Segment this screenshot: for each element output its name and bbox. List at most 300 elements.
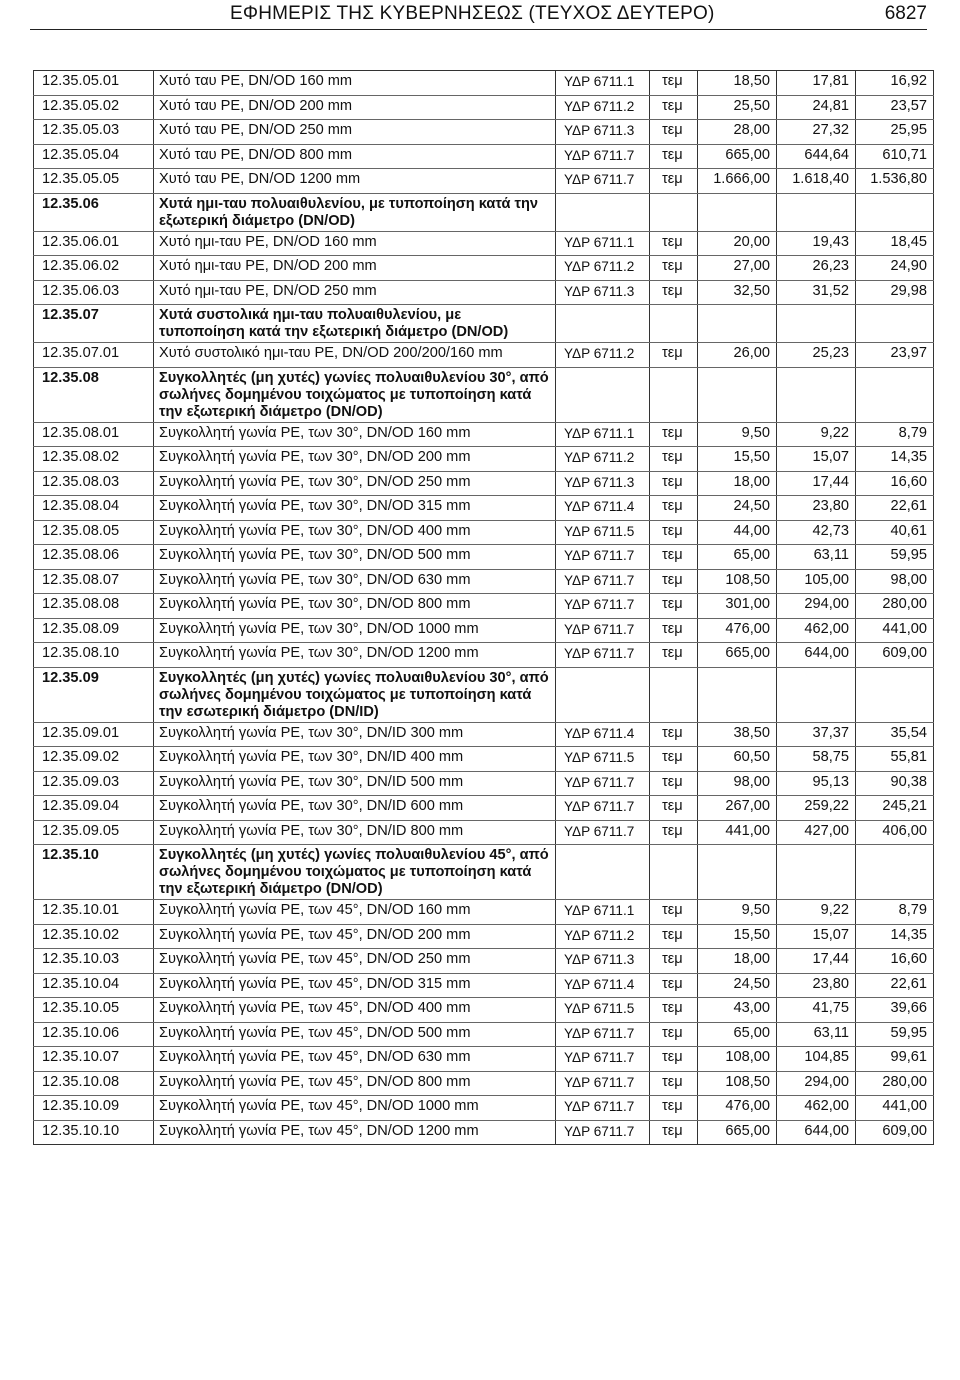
item-unit: τεμ	[650, 545, 698, 570]
item-description: Χυτό ημι-ταυ PE, DN/OD 250 mm	[154, 280, 556, 305]
item-reference: ΥΔΡ 6711.1	[556, 422, 650, 447]
table-row	[34, 594, 934, 619]
item-description: Χυτό ημι-ταυ PE, DN/OD 200 mm	[154, 256, 556, 281]
item-code: 12.35.10.06	[34, 1022, 154, 1047]
empty-cell	[698, 305, 777, 343]
table-row	[34, 1096, 934, 1121]
item-reference: ΥΔΡ 6711.4	[556, 722, 650, 747]
item-code: 12.35.05.02	[34, 95, 154, 120]
price-2: 26,23	[777, 256, 856, 281]
empty-cell	[698, 193, 777, 231]
table-row	[34, 973, 934, 998]
price-2: 104,85	[777, 1047, 856, 1072]
item-unit: τεμ	[650, 520, 698, 545]
item-code: 12.35.10.01	[34, 900, 154, 925]
price-3: 55,81	[856, 747, 934, 772]
item-reference: ΥΔΡ 6711.1	[556, 231, 650, 256]
item-description: Συγκολλητές (μη χυτές) γωνίες πολυαιθυλενίου 45°, από σωλήνες δομημένου τοιχώματος με τυποποίηση κατά την εξωτερική διάμετρο (DN/OD)	[154, 845, 556, 900]
item-reference: ΥΔΡ 6711.3	[556, 280, 650, 305]
table-group-row	[34, 845, 934, 900]
item-unit: τεμ	[650, 144, 698, 169]
item-description: Συγκολλητή γωνία PE, των 45°, DN/OD 160 mm	[154, 900, 556, 925]
item-reference: ΥΔΡ 6711.3	[556, 471, 650, 496]
item-code: 12.35.06.02	[34, 256, 154, 281]
item-description: Συγκολλητή γωνία PE, των 45°, DN/OD 630 mm	[154, 1047, 556, 1072]
item-reference: ΥΔΡ 6711.7	[556, 144, 650, 169]
price-2: 41,75	[777, 998, 856, 1023]
table-row	[34, 496, 934, 521]
item-unit: τεμ	[650, 618, 698, 643]
price-3: 35,54	[856, 722, 934, 747]
price-2: 27,32	[777, 120, 856, 145]
table-row	[34, 747, 934, 772]
item-code: 12.35.08.03	[34, 471, 154, 496]
item-description: Συγκολλητές (μη χυτές) γωνίες πολυαιθυλενίου 30°, από σωλήνες δομημένου τοιχώματος με τυποποίηση κατά την εσωτερική διάμετρο (DN/ID)	[154, 667, 556, 722]
price-2: 58,75	[777, 747, 856, 772]
table-row	[34, 949, 934, 974]
item-unit: τεμ	[650, 1022, 698, 1047]
item-unit: τεμ	[650, 422, 698, 447]
item-code: 12.35.05.05	[34, 169, 154, 194]
price-1: 98,00	[698, 771, 777, 796]
table-row	[34, 447, 934, 472]
table-row	[34, 545, 934, 570]
item-unit: τεμ	[650, 1071, 698, 1096]
price-1: 26,00	[698, 343, 777, 368]
page-header	[0, 0, 960, 28]
item-description: Συγκολλητή γωνία PE, των 30°, DN/OD 315 mm	[154, 496, 556, 521]
item-description: Συγκολλητές (μη χυτές) γωνίες πολυαιθυλενίου 30°, από σωλήνες δομημένου τοιχώματος με τυποποίηση κατά την εξωτερική διάμετρο (DN/OD)	[154, 367, 556, 422]
price-2: 24,81	[777, 95, 856, 120]
item-reference: ΥΔΡ 6711.7	[556, 1096, 650, 1121]
price-2: 17,81	[777, 71, 856, 96]
price-2: 462,00	[777, 1096, 856, 1121]
table-group-row	[34, 667, 934, 722]
price-1: 38,50	[698, 722, 777, 747]
item-reference: ΥΔΡ 6711.7	[556, 796, 650, 821]
price-2: 23,80	[777, 973, 856, 998]
item-reference: ΥΔΡ 6711.2	[556, 95, 650, 120]
item-unit: τεμ	[650, 496, 698, 521]
item-code: 12.35.05.01	[34, 71, 154, 96]
empty-cell	[698, 667, 777, 722]
price-1: 665,00	[698, 1120, 777, 1145]
price-1: 267,00	[698, 796, 777, 821]
item-description: Συγκολλητή γωνία PE, των 30°, DN/OD 160 mm	[154, 422, 556, 447]
item-code: 12.35.08.06	[34, 545, 154, 570]
price-3: 245,21	[856, 796, 934, 821]
price-1: 24,50	[698, 973, 777, 998]
item-reference: ΥΔΡ 6711.3	[556, 120, 650, 145]
price-3: 16,92	[856, 71, 934, 96]
table-row	[34, 71, 934, 96]
table-row	[34, 343, 934, 368]
price-3: 59,95	[856, 545, 934, 570]
item-unit: τεμ	[650, 280, 698, 305]
item-reference: ΥΔΡ 6711.7	[556, 771, 650, 796]
price-3: 8,79	[856, 900, 934, 925]
price-1: 24,50	[698, 496, 777, 521]
item-description: Συγκολλητή γωνία PE, των 45°, DN/OD 315 mm	[154, 973, 556, 998]
price-1: 441,00	[698, 820, 777, 845]
empty-cell	[650, 193, 698, 231]
item-unit: τεμ	[650, 169, 698, 194]
price-3: 16,60	[856, 949, 934, 974]
item-code: 12.35.08.01	[34, 422, 154, 447]
price-2: 42,73	[777, 520, 856, 545]
price-3: 609,00	[856, 643, 934, 668]
price-1: 15,50	[698, 447, 777, 472]
item-code: 12.35.08.02	[34, 447, 154, 472]
price-2: 19,43	[777, 231, 856, 256]
price-3: 23,57	[856, 95, 934, 120]
empty-cell	[650, 305, 698, 343]
empty-cell	[556, 367, 650, 422]
item-code: 12.35.10.07	[34, 1047, 154, 1072]
item-unit: τεμ	[650, 771, 698, 796]
price-2: 294,00	[777, 594, 856, 619]
price-2: 427,00	[777, 820, 856, 845]
price-3: 406,00	[856, 820, 934, 845]
item-reference: ΥΔΡ 6711.3	[556, 949, 650, 974]
price-1: 1.666,00	[698, 169, 777, 194]
price-3: 18,45	[856, 231, 934, 256]
price-3: 29,98	[856, 280, 934, 305]
item-code: 12.35.09.03	[34, 771, 154, 796]
empty-cell	[777, 667, 856, 722]
price-1: 476,00	[698, 1096, 777, 1121]
item-code: 12.35.10.09	[34, 1096, 154, 1121]
table-group-row	[34, 367, 934, 422]
item-unit: τεμ	[650, 820, 698, 845]
price-2: 644,00	[777, 1120, 856, 1145]
table-row	[34, 1120, 934, 1145]
empty-cell	[556, 667, 650, 722]
price-2: 105,00	[777, 569, 856, 594]
item-code: 12.35.10	[34, 845, 154, 900]
item-code: 12.35.10.05	[34, 998, 154, 1023]
table-row	[34, 169, 934, 194]
table-row	[34, 120, 934, 145]
item-reference: ΥΔΡ 6711.7	[556, 1022, 650, 1047]
item-code: 12.35.10.03	[34, 949, 154, 974]
item-description: Συγκολλητή γωνία PE, των 45°, DN/OD 250 mm	[154, 949, 556, 974]
item-unit: τεμ	[650, 900, 698, 925]
item-description: Συγκολλητή γωνία PE, των 30°, DN/OD 400 mm	[154, 520, 556, 545]
price-1: 18,50	[698, 71, 777, 96]
item-description: Συγκολλητή γωνία PE, των 30°, DN/ID 600 mm	[154, 796, 556, 821]
item-unit: τεμ	[650, 998, 698, 1023]
price-1: 25,50	[698, 95, 777, 120]
item-code: 12.35.05.03	[34, 120, 154, 145]
empty-cell	[650, 367, 698, 422]
item-description: Συγκολλητή γωνία PE, των 30°, DN/OD 1000 mm	[154, 618, 556, 643]
price-3: 16,60	[856, 471, 934, 496]
item-description: Χυτό συστολικό ημι-ταυ PE, DN/OD 200/200/160 mm	[154, 343, 556, 368]
item-unit: τεμ	[650, 594, 698, 619]
price-2: 259,22	[777, 796, 856, 821]
item-code: 12.35.10.02	[34, 924, 154, 949]
empty-cell	[856, 305, 934, 343]
empty-cell	[856, 193, 934, 231]
item-reference: ΥΔΡ 6711.5	[556, 998, 650, 1023]
price-3: 90,38	[856, 771, 934, 796]
item-reference: ΥΔΡ 6711.2	[556, 343, 650, 368]
item-code: 12.35.07	[34, 305, 154, 343]
empty-cell	[777, 305, 856, 343]
price-1: 108,00	[698, 1047, 777, 1072]
item-reference: ΥΔΡ 6711.7	[556, 1047, 650, 1072]
price-2: 462,00	[777, 618, 856, 643]
item-reference: ΥΔΡ 6711.1	[556, 900, 650, 925]
table-row	[34, 1022, 934, 1047]
item-reference: ΥΔΡ 6711.5	[556, 747, 650, 772]
item-description: Συγκολλητή γωνία PE, των 30°, DN/OD 500 mm	[154, 545, 556, 570]
empty-cell	[777, 845, 856, 900]
empty-cell	[856, 667, 934, 722]
price-3: 609,00	[856, 1120, 934, 1145]
item-description: Συγκολλητή γωνία PE, των 30°, DN/OD 800 mm	[154, 594, 556, 619]
empty-cell	[856, 367, 934, 422]
item-code: 12.35.09	[34, 667, 154, 722]
item-unit: τεμ	[650, 643, 698, 668]
item-unit: τεμ	[650, 569, 698, 594]
price-3: 23,97	[856, 343, 934, 368]
item-code: 12.35.06	[34, 193, 154, 231]
item-reference: ΥΔΡ 6711.2	[556, 447, 650, 472]
item-unit: τεμ	[650, 231, 698, 256]
item-unit: τεμ	[650, 1096, 698, 1121]
item-reference: ΥΔΡ 6711.7	[556, 1071, 650, 1096]
price-3: 280,00	[856, 1071, 934, 1096]
item-description: Συγκολλητή γωνία PE, των 30°, DN/ID 400 mm	[154, 747, 556, 772]
item-reference: ΥΔΡ 6711.5	[556, 520, 650, 545]
table-group-row	[34, 193, 934, 231]
item-reference: ΥΔΡ 6711.7	[556, 545, 650, 570]
item-code: 12.35.05.04	[34, 144, 154, 169]
price-3: 22,61	[856, 973, 934, 998]
item-description: Συγκολλητή γωνία PE, των 45°, DN/OD 400 mm	[154, 998, 556, 1023]
price-3: 1.536,80	[856, 169, 934, 194]
price-1: 18,00	[698, 949, 777, 974]
empty-cell	[856, 845, 934, 900]
price-3: 99,61	[856, 1047, 934, 1072]
price-1: 65,00	[698, 1022, 777, 1047]
item-description: Συγκολλητή γωνία PE, των 45°, DN/OD 800 mm	[154, 1071, 556, 1096]
item-code: 12.35.08.04	[34, 496, 154, 521]
price-2: 15,07	[777, 924, 856, 949]
item-unit: τεμ	[650, 447, 698, 472]
item-unit: τεμ	[650, 256, 698, 281]
item-code: 12.35.08.07	[34, 569, 154, 594]
price-table	[33, 70, 934, 1145]
item-description: Χυτό ταυ PE, DN/OD 1200 mm	[154, 169, 556, 194]
item-description: Χυτά ημι-ταυ πολυαιθυλενίου, με τυποποίηση κατά την εξωτερική διάμετρο (DN/OD)	[154, 193, 556, 231]
item-reference: ΥΔΡ 6711.7	[556, 618, 650, 643]
price-2: 63,11	[777, 545, 856, 570]
item-code: 12.35.09.05	[34, 820, 154, 845]
table-row	[34, 95, 934, 120]
item-description: Συγκολλητή γωνία PE, των 30°, DN/ID 300 mm	[154, 722, 556, 747]
price-1: 108,50	[698, 1071, 777, 1096]
price-1: 27,00	[698, 256, 777, 281]
table-row	[34, 231, 934, 256]
table-row	[34, 643, 934, 668]
item-reference: ΥΔΡ 6711.7	[556, 569, 650, 594]
price-3: 59,95	[856, 1022, 934, 1047]
item-code: 12.35.09.04	[34, 796, 154, 821]
empty-cell	[556, 305, 650, 343]
item-code: 12.35.06.01	[34, 231, 154, 256]
price-1: 9,50	[698, 422, 777, 447]
item-reference: ΥΔΡ 6711.7	[556, 594, 650, 619]
price-1: 18,00	[698, 471, 777, 496]
price-1: 665,00	[698, 144, 777, 169]
item-code: 12.35.08.08	[34, 594, 154, 619]
item-unit: τεμ	[650, 471, 698, 496]
price-2: 17,44	[777, 471, 856, 496]
price-3: 39,66	[856, 998, 934, 1023]
item-unit: τεμ	[650, 343, 698, 368]
price-2: 17,44	[777, 949, 856, 974]
item-description: Χυτά συστολικά ημι-ταυ πολυαιθυλενίου, με τυποποίηση κατά την εξωτερική διάμετρο (DN/OD)	[154, 305, 556, 343]
item-description: Συγκολλητή γωνία PE, των 30°, DN/ID 500 mm	[154, 771, 556, 796]
price-1: 20,00	[698, 231, 777, 256]
price-3: 8,79	[856, 422, 934, 447]
price-3: 14,35	[856, 447, 934, 472]
price-2: 9,22	[777, 422, 856, 447]
price-2: 644,64	[777, 144, 856, 169]
table-row	[34, 1071, 934, 1096]
item-unit: τεμ	[650, 973, 698, 998]
price-2: 95,13	[777, 771, 856, 796]
item-description: Συγκολλητή γωνία PE, των 45°, DN/OD 1200 mm	[154, 1120, 556, 1145]
item-code: 12.35.10.08	[34, 1071, 154, 1096]
price-3: 24,90	[856, 256, 934, 281]
page-title: ΕΦΗΜΕΡΙΣ ΤΗΣ ΚΥΒΕΡΝΗΣΕΩΣ (ΤΕΥΧΟΣ ΔΕΥΤΕΡΟ)	[230, 3, 715, 24]
empty-cell	[777, 193, 856, 231]
item-code: 12.35.08.10	[34, 643, 154, 668]
table-row	[34, 520, 934, 545]
table-body	[34, 71, 934, 1145]
price-1: 28,00	[698, 120, 777, 145]
price-1: 32,50	[698, 280, 777, 305]
item-description: Συγκολλητή γωνία PE, των 30°, DN/ID 800 mm	[154, 820, 556, 845]
price-1: 15,50	[698, 924, 777, 949]
price-1: 665,00	[698, 643, 777, 668]
item-description: Χυτό ημι-ταυ PE, DN/OD 160 mm	[154, 231, 556, 256]
price-2: 31,52	[777, 280, 856, 305]
price-3: 610,71	[856, 144, 934, 169]
item-reference: ΥΔΡ 6711.7	[556, 820, 650, 845]
price-2: 9,22	[777, 900, 856, 925]
item-reference: ΥΔΡ 6711.2	[556, 256, 650, 281]
item-reference: ΥΔΡ 6711.7	[556, 169, 650, 194]
item-unit: τεμ	[650, 1047, 698, 1072]
price-1: 60,50	[698, 747, 777, 772]
header-rule	[30, 29, 927, 30]
page-number: 6827	[884, 3, 927, 24]
item-description: Συγκολλητή γωνία PE, των 45°, DN/OD 200 mm	[154, 924, 556, 949]
table-row	[34, 618, 934, 643]
price-3: 40,61	[856, 520, 934, 545]
item-unit: τεμ	[650, 796, 698, 821]
table-row	[34, 1047, 934, 1072]
table-row	[34, 280, 934, 305]
price-3: 25,95	[856, 120, 934, 145]
price-2: 63,11	[777, 1022, 856, 1047]
price-1: 301,00	[698, 594, 777, 619]
item-description: Συγκολλητή γωνία PE, των 30°, DN/OD 1200 mm	[154, 643, 556, 668]
item-reference: ΥΔΡ 6711.4	[556, 973, 650, 998]
item-description: Συγκολλητή γωνία PE, των 30°, DN/OD 630 mm	[154, 569, 556, 594]
item-reference: ΥΔΡ 6711.1	[556, 71, 650, 96]
item-unit: τεμ	[650, 1120, 698, 1145]
table-row	[34, 900, 934, 925]
table-row	[34, 998, 934, 1023]
item-code: 12.35.10.10	[34, 1120, 154, 1145]
price-3: 98,00	[856, 569, 934, 594]
item-code: 12.35.08.05	[34, 520, 154, 545]
item-unit: τεμ	[650, 95, 698, 120]
item-unit: τεμ	[650, 120, 698, 145]
price-1: 43,00	[698, 998, 777, 1023]
price-2: 25,23	[777, 343, 856, 368]
table-group-row	[34, 305, 934, 343]
price-2: 294,00	[777, 1071, 856, 1096]
price-2: 23,80	[777, 496, 856, 521]
price-2: 37,37	[777, 722, 856, 747]
price-1: 9,50	[698, 900, 777, 925]
table-row	[34, 422, 934, 447]
item-description: Συγκολλητή γωνία PE, των 45°, DN/OD 1000 mm	[154, 1096, 556, 1121]
table-row	[34, 796, 934, 821]
price-1: 108,50	[698, 569, 777, 594]
empty-cell	[650, 667, 698, 722]
item-description: Χυτό ταυ PE, DN/OD 800 mm	[154, 144, 556, 169]
price-3: 14,35	[856, 924, 934, 949]
item-code: 12.35.06.03	[34, 280, 154, 305]
item-description: Χυτό ταυ PE, DN/OD 250 mm	[154, 120, 556, 145]
item-code: 12.35.08	[34, 367, 154, 422]
item-unit: τεμ	[650, 722, 698, 747]
item-reference: ΥΔΡ 6711.2	[556, 924, 650, 949]
item-code: 12.35.09.02	[34, 747, 154, 772]
item-description: Συγκολλητή γωνία PE, των 45°, DN/OD 500 mm	[154, 1022, 556, 1047]
item-reference: ΥΔΡ 6711.4	[556, 496, 650, 521]
table-row	[34, 820, 934, 845]
empty-cell	[556, 193, 650, 231]
item-reference: ΥΔΡ 6711.7	[556, 1120, 650, 1145]
item-code: 12.35.07.01	[34, 343, 154, 368]
empty-cell	[650, 845, 698, 900]
table-row	[34, 256, 934, 281]
item-code: 12.35.10.04	[34, 973, 154, 998]
price-3: 22,61	[856, 496, 934, 521]
item-description: Συγκολλητή γωνία PE, των 30°, DN/OD 250 mm	[154, 471, 556, 496]
table-row	[34, 471, 934, 496]
item-description: Χυτό ταυ PE, DN/OD 200 mm	[154, 95, 556, 120]
price-2: 644,00	[777, 643, 856, 668]
item-code: 12.35.09.01	[34, 722, 154, 747]
item-unit: τεμ	[650, 924, 698, 949]
item-description: Συγκολλητή γωνία PE, των 30°, DN/OD 200 mm	[154, 447, 556, 472]
item-reference: ΥΔΡ 6711.7	[556, 643, 650, 668]
table-row	[34, 144, 934, 169]
item-description: Χυτό ταυ PE, DN/OD 160 mm	[154, 71, 556, 96]
item-unit: τεμ	[650, 71, 698, 96]
table-row	[34, 722, 934, 747]
